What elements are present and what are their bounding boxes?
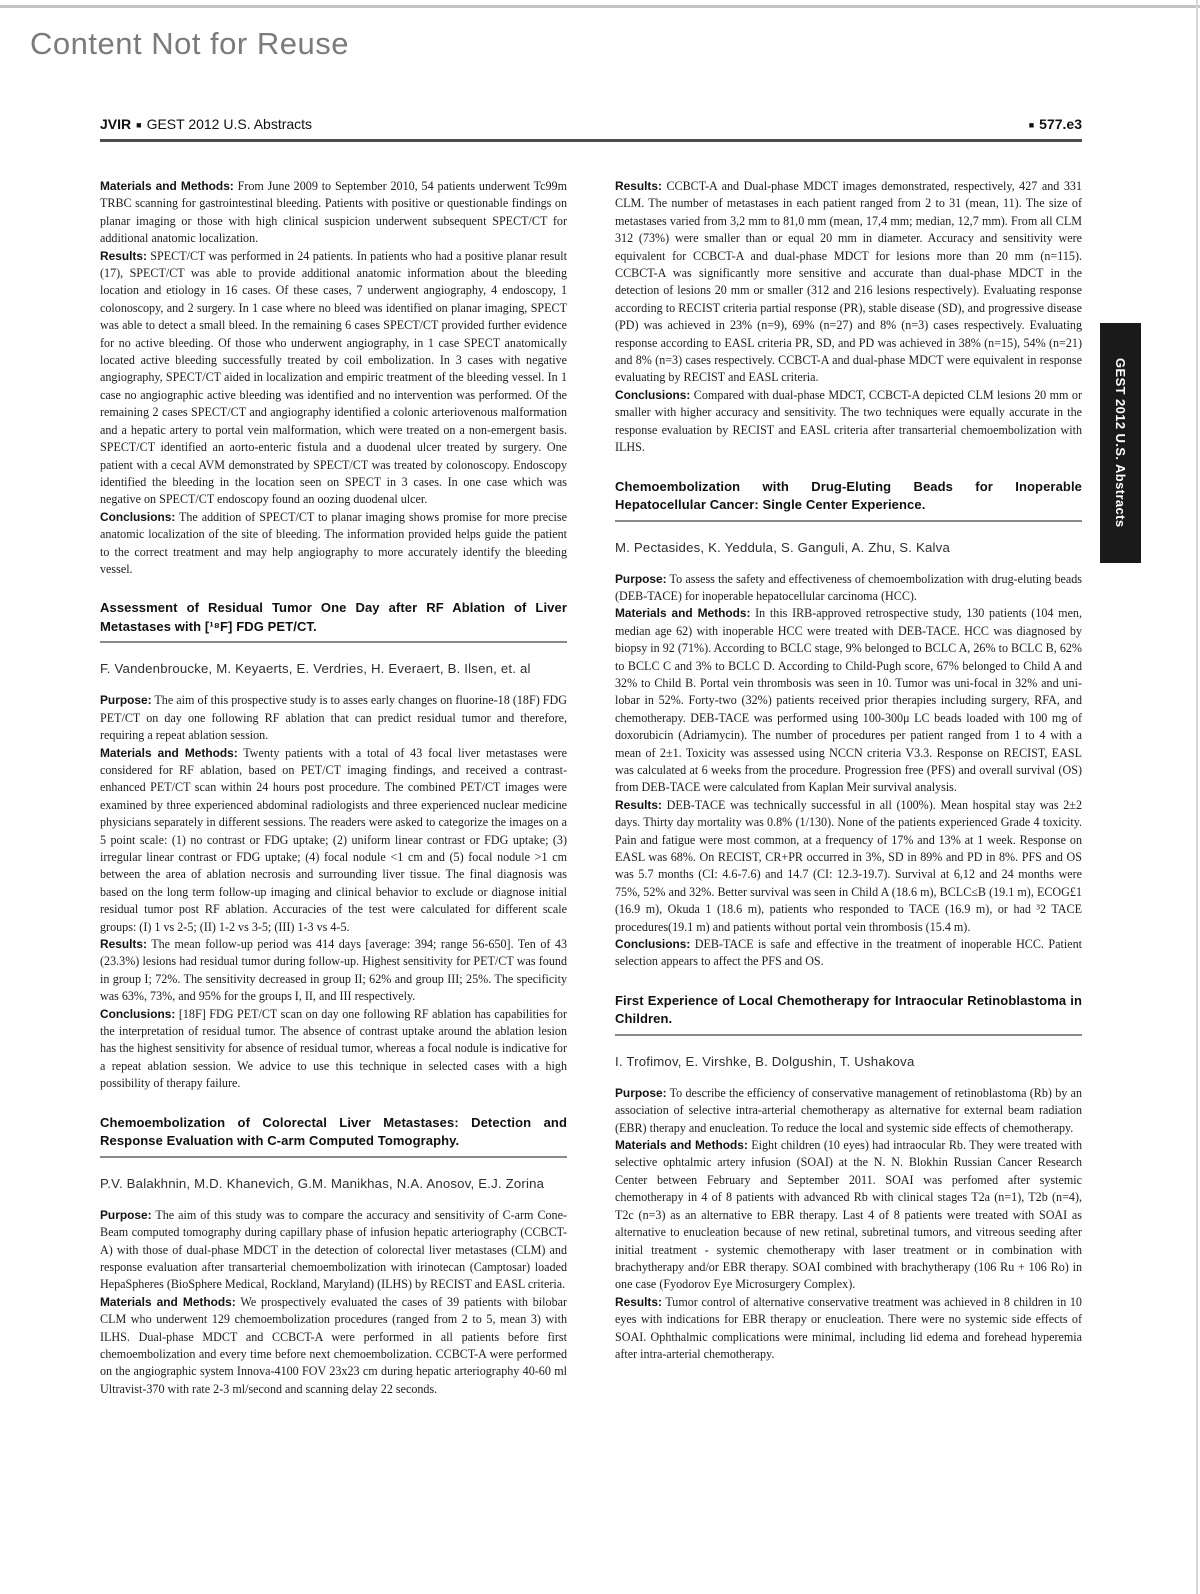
abstract-title: Chemoembolization of Colorectal Liver Metastases: Detection and Response Evaluation with C-arm Computed Tomography. [100, 1114, 567, 1158]
abstract-section [615, 1137, 1082, 1294]
section-text: DEB-TACE was technically successful in all (100%). Mean hospital stay was 2±2 days. Thirty day mortality was 0.8% (1/130). None of the patients experienced Grade 4 toxicity. Pain and fatigue were most common, at a frequency of 17% and 13% at 1 week. Response on EASL was 68%. On RECIST, CR+PR occurred in 3%, SD in 89% and PD in 8%. PFS and OS was 5.7 months (CI: 4.6-7.6) and 14.7 (CI: 12.3-19.7). Survival at 6,12 and 24 months were 75%, 52% and 32%. Better survival was seen in Child A (18.6 m), BCLC≤B (19.1 m), ECOG£1 (16.9 m), Okuda 1 (18.6 m), patients who responded to TACE (16.9 m), or had ³2 TACE procedures(19.1 m) and patients without portal vein thrombosis (15.4 m). [615, 797, 1082, 934]
abstract-section [100, 248, 567, 509]
watermark: Content Not for Reuse [30, 26, 349, 61]
text-column [615, 178, 1082, 1398]
section-text: The mean follow-up period was 414 days [average: 394; range 56-650]. Ten of 43 (23.3%) lesions had residual tumor during follow-up. Highest sensitivity for PET/CT was found in group I; 72%. The sensitivity decreased in group II; 62% and group III; 25%. The specificity was 63%, 73%, and 95% for the groups I, II, and III respectively. [100, 937, 568, 1004]
abstract-section [615, 178, 1082, 387]
section-label: Conclusions: [615, 387, 691, 402]
abstract-title: First Experience of Local Chemotherapy for Intraocular Retinoblastoma in Children. [615, 992, 1082, 1036]
section-label: Materials and Methods: [615, 1138, 748, 1153]
section-text: The aim of this prospective study is to asses early changes on fluorine-18 (18F) FDG PET/CT on day one following RF ablation that can predict residual tumor and therefore, requiring a repeat ablation session. [100, 693, 568, 743]
abstract-section [615, 1294, 1082, 1364]
section-label: Conclusions: [100, 1006, 176, 1021]
section-text: The aim of this study was to compare the accuracy and sensitivity of C-arm Cone-Beam computed tomography during capillary phase of infusion hepatic arteriography (CCBCT-A) with those of dual-phase MDCT in the detection of colorectal liver metastases (CLM) and response evaluation after transarterial chemoembolization with irinotecan (Camptosar) loaded HepaSpheres (BioSphere Medical, Rockland, Maryland) (ILHS) by RECIST and EASL criteria. [100, 1207, 567, 1292]
section-text: To describe the efficiency of conservative management of retinoblastoma (Rb) by an association of selective intra-arterial chemotherapy as alternative for external beam radiation (EBR) therapy and enucleation. To reduce the local and systemic side effects of chemotherapy. [615, 1085, 1082, 1135]
page-number: 577.e3 [1039, 116, 1082, 132]
section-text: CCBCT-A and Dual-phase MDCT images demonstrated, respectively, 427 and 331 CLM. The number of metastases in each patient ranged from 2 to 31 (mean, 11). The size of metastases varied from 3,2 mm to 81,0 mm (mean, 17,4 mm; median, 12,7 mm). From all CLM 312 (73%) were smaller than or equal 20 mm in diameter. Accuracy and sensitivity were equivalent for CCBCT-A and dual-phase MDCT for lesions more than 20 mm (n=115). CCBCT-A was significantly more sensitive and accurate than dual-phase MDCT in the detection of lesions 20 mm or smaller (312 and 216 lesions respectively). Evaluating response according to RECIST criteria partial response (PR), stable disease (SD), and progressive disease (PD) was achieved in 23% (n=9), 69% (n=27) and 8% (n=3) cases respectively. Evaluating response according to EASL criteria PR, SD, and PD was achieved in 38% (n=15), 54% (n=21) and 8% (n=3) cases respectively. CCBCT-A and dual-phase MDCT were equivalent in response evaluating by RECIST and EASL criteria. [615, 179, 1082, 385]
section-label: Purpose: [100, 1207, 152, 1222]
abstract-authors: M. Pectasides, K. Yeddula, S. Ganguli, A. Zhu, S. Kalva [615, 539, 951, 555]
section-text: We prospectively evaluated the cases of 39 patients with bilobar CLM who underwent 129 chemoembolization procedures (ranged from 2 to 5, mean 3) with ILHS. Dual-phase MDCT and CCBCT-A were performed in all patients before first chemoembolization and every time before next chemoembolization. CCBCT-A were performed on the angiographic system Innova-4100 FOV 23x23 cm during hepatic arteriography 40-60 ml Ultravist-370 with rate 2-3 ml/second and scanning delay 22 seconds. [100, 1294, 568, 1396]
abstract-authors: F. Vandenbroucke, M. Keyaerts, E. Verdries, H. Everaert, B. Ilsen, et. al [100, 661, 531, 677]
abstract-section [100, 936, 567, 1006]
text-column [100, 178, 567, 1398]
section-label: Materials and Methods: [100, 1294, 236, 1309]
abstract-title: Assessment of Residual Tumor One Day after RF Ablation of Liver Metastases with [¹⁸F] FDG PET/CT. [100, 599, 567, 643]
abstract-section [100, 745, 567, 936]
section-text: From June 2009 to September 2010, 54 patients underwent Tc99m TRBC scanning for gastrointestinal bleeding. Patients with positive or questionable findings on planar imaging or those with high clinical suspicion underwent subsequent SPECT/CT for additional anatomic localization. [100, 179, 568, 246]
section-text: SPECT/CT was performed in 24 patients. In patients who had a positive planar result (17), SPECT/CT was able to provide additional anatomic information about the bleeding location and etiology in 16 cases. Of these cases, 7 underwent angiography, 4 endoscopy, 1 colonoscopy, and 2 surgery. In 1 case where no bleed was identified on planar imaging, SPECT was able to detect a small bleed. In the remaining 6 cases SPECT/CT provided further evidence for no active bleeding. Of those who underwent angiography, in 1 case SPECT anatomically located active bleeding successfully treated by coil embolization. In 3 cases with negative angiography, SPECT/CT aided in localization and empiric treatment of the bleeding vessel. In 1 case no angiographic active bleeding was identified and no intervention was performed. Of the remaining 2 cases SPECT/CT and angiography identified a colonic arteriovenous malformation and a hepatic artery to portal vein malformation, which were treated on a non-emergent basis. SPECT/CT identified an aorto-enteric fistula and a duodenal ulcer treated by surgery. One patient with a cecal AVM demonstrated by SPECT/CT was treated by colonoscopy. Endoscopy identified the bleeding in the location seen on SPECT in 3 cases. In one case which was negative on SPECT/CT endoscopy found an oozing duodenal ulcer. [100, 248, 567, 507]
scan-right-edge [1196, 0, 1198, 1594]
side-tab-label: GEST 2012 U.S. Abstracts [1113, 358, 1128, 528]
page-number-group [1024, 116, 1082, 132]
header-bullet-icon: ■ [1028, 120, 1035, 130]
section-label: Conclusions: [615, 937, 691, 952]
section-label: Results: [615, 179, 662, 193]
section-text: DEB-TACE is safe and effective in the treatment of inoperable HCC. Patient selection appears to affect the PFS and OS. [615, 937, 1082, 969]
section-text: To assess the safety and effectiveness of chemoembolization with drug-eluting beads (DEB-TACE) for inoperable hepatocellular carcinoma (HCC). [615, 571, 1082, 603]
section-text: Tumor control of alternative conservative treatment was achieved in 8 children in 10 eyes with indications for EBR therapy or enucleation. There were no systemic side effects of SOAI. Ophthalmic complications were minimal, including lid edema and forehead hyperemia after intra-arterial chemotherapy. [615, 1294, 1082, 1361]
abstract-section [615, 936, 1082, 971]
abstract-section [615, 1085, 1082, 1137]
abstract-authors: P.V. Balakhnin, M.D. Khanevich, G.M. Manikhas, N.A. Anosov, E.J. Zorina [100, 1175, 545, 1191]
journal-abbrev: JVIR [100, 116, 132, 132]
section-text: Eight children (10 eyes) had intraocular Rb. They were treated with selective ophtalmic artery infusion (SOAI) at the N. N. Blokhin Russian Cancer Research Center between February and September 2011. SOAI was perfomed after systemic chemotherapy in 4 of 8 patients with advanced Rb with clinical stages T2a (n=1), T2b (n=4), T2c (n=3) as an alternative to EBR therapy. Last 4 of 8 patients were treated with SOAI as alternative to enucleation because of new retinal, subretinal tumors, and vitreous seeding after initial treatment - systemic chemotherapy with laser treatment or in combination with brachytherapy and/or EBR therapy. SOAI combined with brachytherapy (106 Ru + 106 Ro) in one case (Fyodorov Eye Microsurgery Complex). [615, 1138, 1083, 1292]
header-section-title: GEST 2012 U.S. Abstracts [146, 116, 313, 132]
abstract-section [615, 797, 1082, 936]
scan-top-edge [0, 5, 1200, 8]
abstract-section [100, 1006, 567, 1093]
section-label: Results: [100, 937, 147, 952]
abstract-section [100, 178, 567, 248]
abstracts-content [100, 178, 1082, 1398]
section-label: Materials and Methods: [100, 179, 234, 193]
abstract-section [100, 692, 567, 744]
abstract-authors: I. Trofimov, E. Virshke, B. Dolgushin, T. Ushakova [615, 1053, 915, 1069]
abstract-section [100, 1207, 567, 1294]
abstract-section [100, 1294, 567, 1398]
section-side-tab [1100, 323, 1141, 563]
section-text: In this IRB-approved retrospective study, 130 patients (104 men, median age 62) with inoperable HCC were treated with DEB-TACE. HCC was diagnosed by biopsy in 92 (71%). According to BCLC stage, 9% belonged to BCLC A, 26% to BCLC B, 62% to BCLC C and 3% to BCLC D. According to Child-Pugh score, 67% belonged to Child A and 32% to Child B. Portal vein thrombosis was seen in 10. Tumor was uni-focal in 32% and uni-lobar in 52%. Forty-two (32%) patients received prior therapies including surgery, RFA, and chemotherapy. DEB-TACE was performed using 100-300μ LC beads loaded with 100 mg of doxorubicin (Adriamycin). The number of procedures per patient ranged from 1 to 4 with a mean of 2±1. Toxicity was assessed using NCCN criteria V3.3. Response on RECIST, EASL was calculated at 6 weeks from the procedure. Progression free (PFS) and overall survival (OS) from DEB-TACE were calculated from Kaplan Meir survival analysis. [615, 606, 1083, 795]
section-label: Purpose: [100, 693, 152, 708]
section-label: Purpose: [615, 571, 667, 586]
section-label: Conclusions: [100, 509, 176, 524]
section-text: [18F] FDG PET/CT scan on day one following RF ablation has capabilities for the interpretation of residual tumor. The absence of contrast uptake around the ablation lesion has the highest sensitivity for absence of residual tumor, whereas a focal nodule is indicative for a repeat ablation session. We advice to use this technique in selected cases with a high possibility of therapy failure. [100, 1006, 567, 1091]
section-label: Purpose: [615, 1085, 667, 1100]
abstract-section [100, 509, 567, 579]
section-label: Results: [100, 248, 147, 263]
abstract-section [615, 571, 1082, 606]
section-text: Twenty patients with a total of 43 focal liver metastases were considered for RF ablation, based on PET/CT imaging findings, and received a contrast-enhanced PET/CT scan within 24 hours post procedure. The combined PET/CT images were examined by three experienced abdominal radiologists and three experienced nuclear medicine physicians separately in different sessions. The readers were asked to categorize the images on a 5 point scale: (1) no contrast or FDG uptake; (2) uniform linear contrast or FDG uptake; (3) irregular linear contrast or FDG uptake; (4) focal nodule <1 cm and (5) focal nodule >1 cm between the area of ablation necrosis and surrounding liver tissue. The final diagnosis was based on the long term follow-up imaging and clinical behavior to exclude or diagnose initial residual tumor post RF ablation. Accuracies of the test were calculated for different scale groups: (I) 1 vs 2-5; (II) 1-2 vs 3-5; (III) 1-3 vs 4-5. [100, 745, 567, 934]
section-label: Materials and Methods: [615, 606, 751, 621]
page-header [100, 116, 1082, 142]
section-label: Results: [615, 797, 662, 812]
section-label: Materials and Methods: [100, 745, 238, 760]
section-label: Results: [615, 1294, 662, 1309]
abstract-section [615, 605, 1082, 796]
section-text: Compared with dual-phase MDCT, CCBCT-A depicted CLM lesions 20 mm or smaller with higher accuracy and sensitivity. The two techniques were equally accurate in the response evaluation by RECIST and EASL criteria after transarterial chemoembolization with ILHS. [615, 387, 1082, 455]
running-head [100, 116, 312, 132]
section-text: The addition of SPECT/CT to planar imaging shows promise for more precise anatomic localization of the site of bleeding. The information provided helps guide the patient to the correct treatment and may help angiography to more accurately identify the bleeding vessel. [100, 509, 567, 576]
abstract-section [615, 387, 1082, 457]
abstract-title: Chemoembolization with Drug-Eluting Beads for Inoperable Hepatocellular Cancer: Single Center Experience. [615, 478, 1082, 522]
header-bullet-icon: ■ [136, 120, 142, 130]
